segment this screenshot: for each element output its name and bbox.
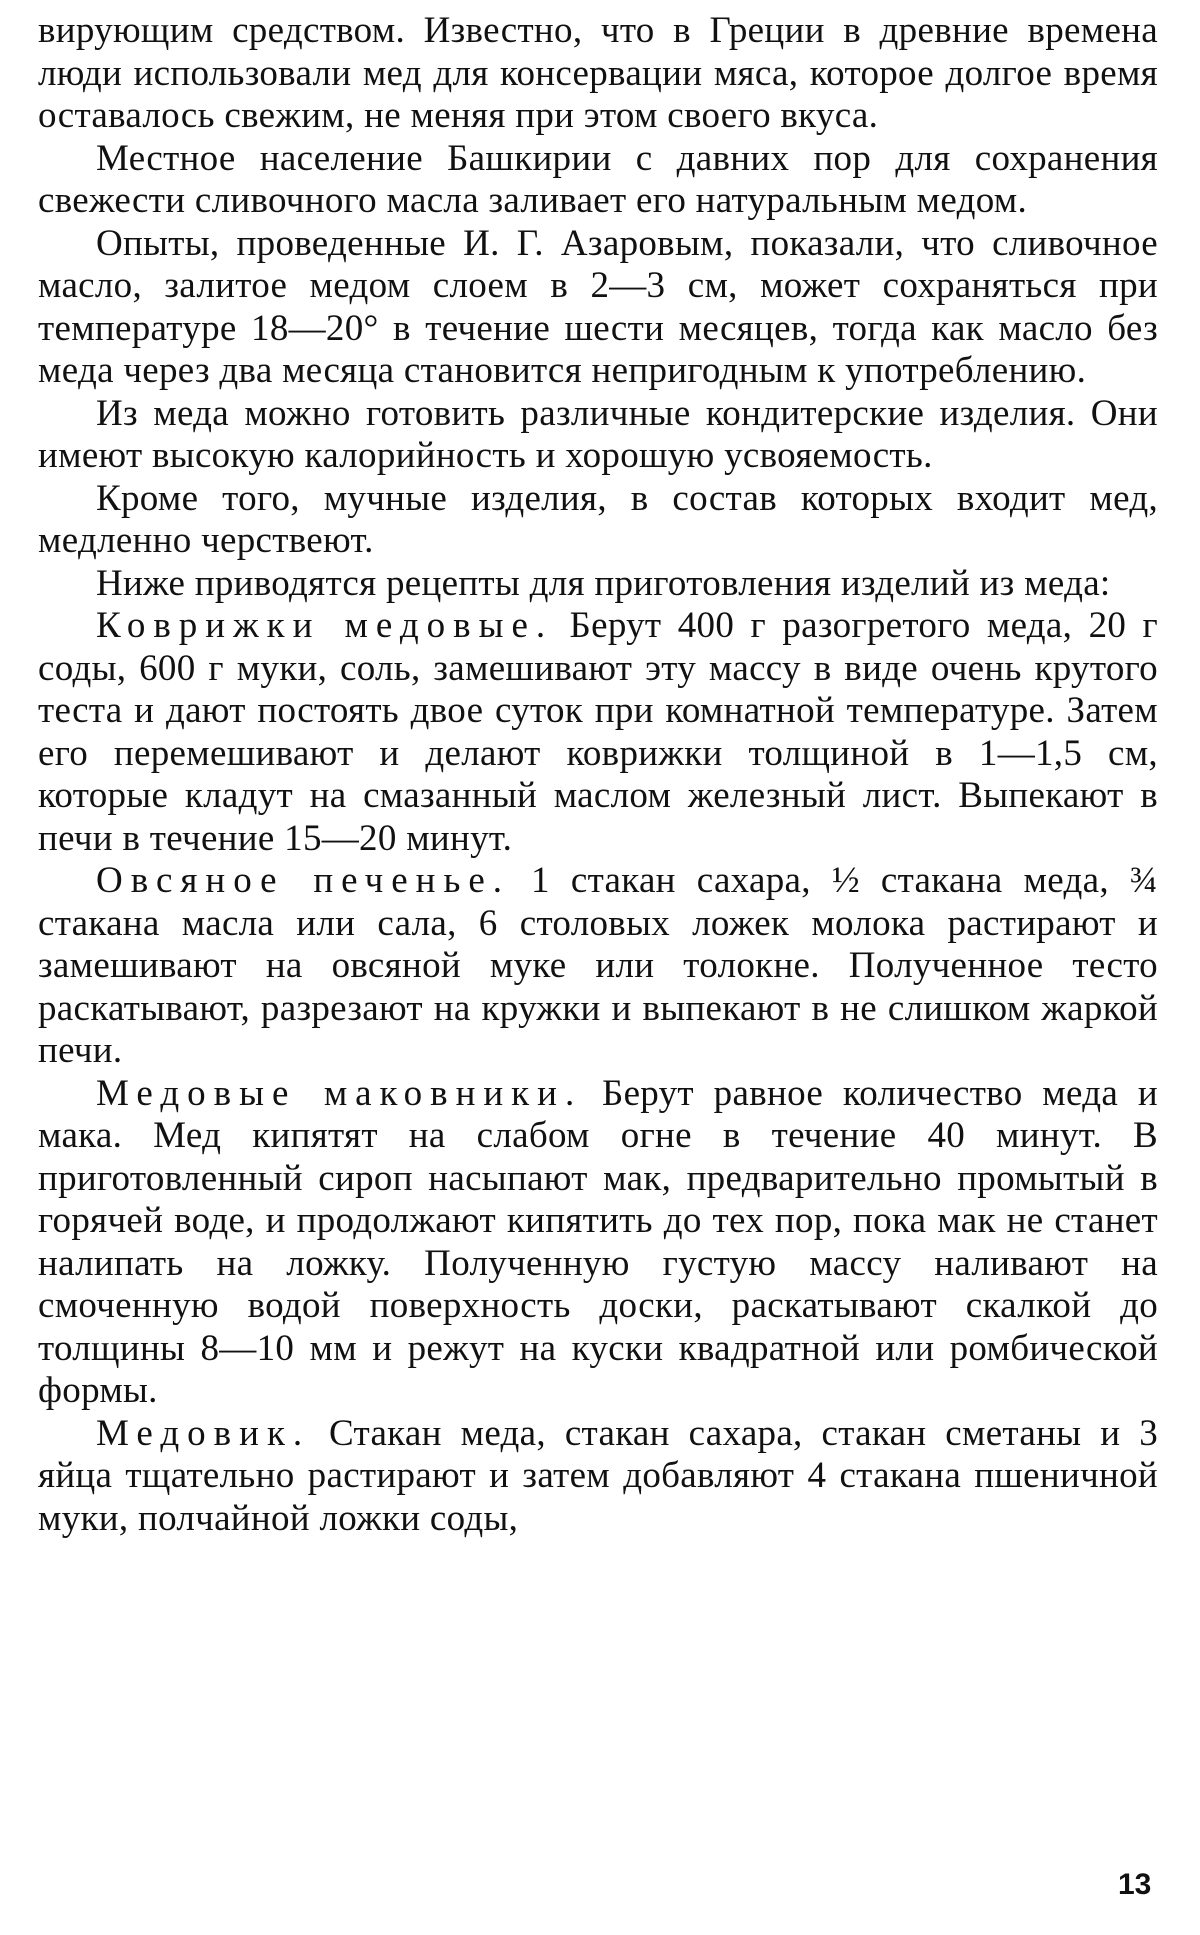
recipe-title: Коврижки медовые.	[96, 605, 554, 646]
paragraph-bashkiria-butter	[38, 138, 1158, 223]
recipe-title: Овсяное печенье.	[96, 860, 510, 901]
recipe-text: Стакан меда, стакан сахара, стакан сметаны и 3 яйца тщательно растирают и затем добавляют 4 стакана пшеничной муки, полчайной ложки соды,	[38, 1412, 1158, 1539]
paragraph-confectionery	[38, 393, 1158, 478]
recipe-text: 1 стакан сахара, ½ стакана меда, ¾ стакана масла или сала, 6 столовых ложек молока растирают и замешивают на овсяной муке или толокне. Полученное тесто раскатывают, разрезают на кружки и выпекают в не слишком жаркой печи.	[38, 860, 1158, 1071]
paragraph-text: Ниже приводятся рецепты для приготовления изделий из меда:	[96, 562, 1111, 604]
paragraph-text: Местное население Башкирии с давних пор для сохранения свежести сливочного масла заливает его натуральным медом.	[38, 137, 1158, 221]
recipe-medovik	[38, 1413, 1158, 1541]
recipe-kovrizhki	[38, 605, 1158, 860]
page-number: 13	[1118, 1868, 1152, 1901]
paragraph-preservation-greece	[38, 10, 1158, 138]
recipe-text: Берут равное количество меда и мака. Мед кипятят на слабом огне в течение 40 минут. В приготовленный сироп насыпают мак, предварительно промытый в горячей воде, и продолжают кипятить до тех пор, пока мак не станет налипать на ложку. Полученную густую массу наливают на смоченную водой поверхность доски, раскатывают скалкой до толщины 8—10 мм и режут на куски квадратной или ромбической формы.	[38, 1072, 1159, 1411]
recipe-text: Берут 400 г разогретого меда, 20 г соды, 600 г муки, соль, замешивают эту массу в виде очень крутого теста и дают постоять двое суток при комнатной температуре. Затем его перемешивают и делают коврижки толщиной в 1—1,5 см, которые кладут на смазанный маслом железный лист. Выпекают в печи в течение 15—20 минут.	[38, 605, 1159, 859]
document-page	[38, 10, 1158, 1540]
paragraph-azarov-experiments	[38, 223, 1158, 393]
recipe-makovniki	[38, 1073, 1158, 1413]
paragraph-recipes-intro	[38, 563, 1158, 606]
recipe-title: Медовик.	[96, 1412, 311, 1454]
paragraph-flour-products	[38, 478, 1158, 563]
paragraph-text: вирующим средством. Известно, что в Греции в древние времена люди использовали мед для консервации мяса, которое долгое время оставалось свежим, не меняя при этом своего вкуса.	[38, 10, 1158, 136]
recipe-title: Медовые маковники.	[96, 1072, 583, 1114]
paragraph-text: Кроме того, мучные изделия, в состав которых входит мед, медленно черствеют.	[38, 477, 1158, 561]
paragraph-text: Из меда можно готовить различные кондитерские изделия. Они имеют высокую калорийность и хорошую усвояемость.	[38, 392, 1158, 476]
paragraph-text: Опыты, проведенные И. Г. Азаровым, показали, что сливочное масло, залитое медом слоем в 2—3 см, может сохраняться при температуре 18—20° в течение шести месяцев, тогда как масло без меда через два месяца становится непригодным к употреблению.	[38, 222, 1158, 391]
recipe-oat-cookies	[38, 860, 1158, 1073]
